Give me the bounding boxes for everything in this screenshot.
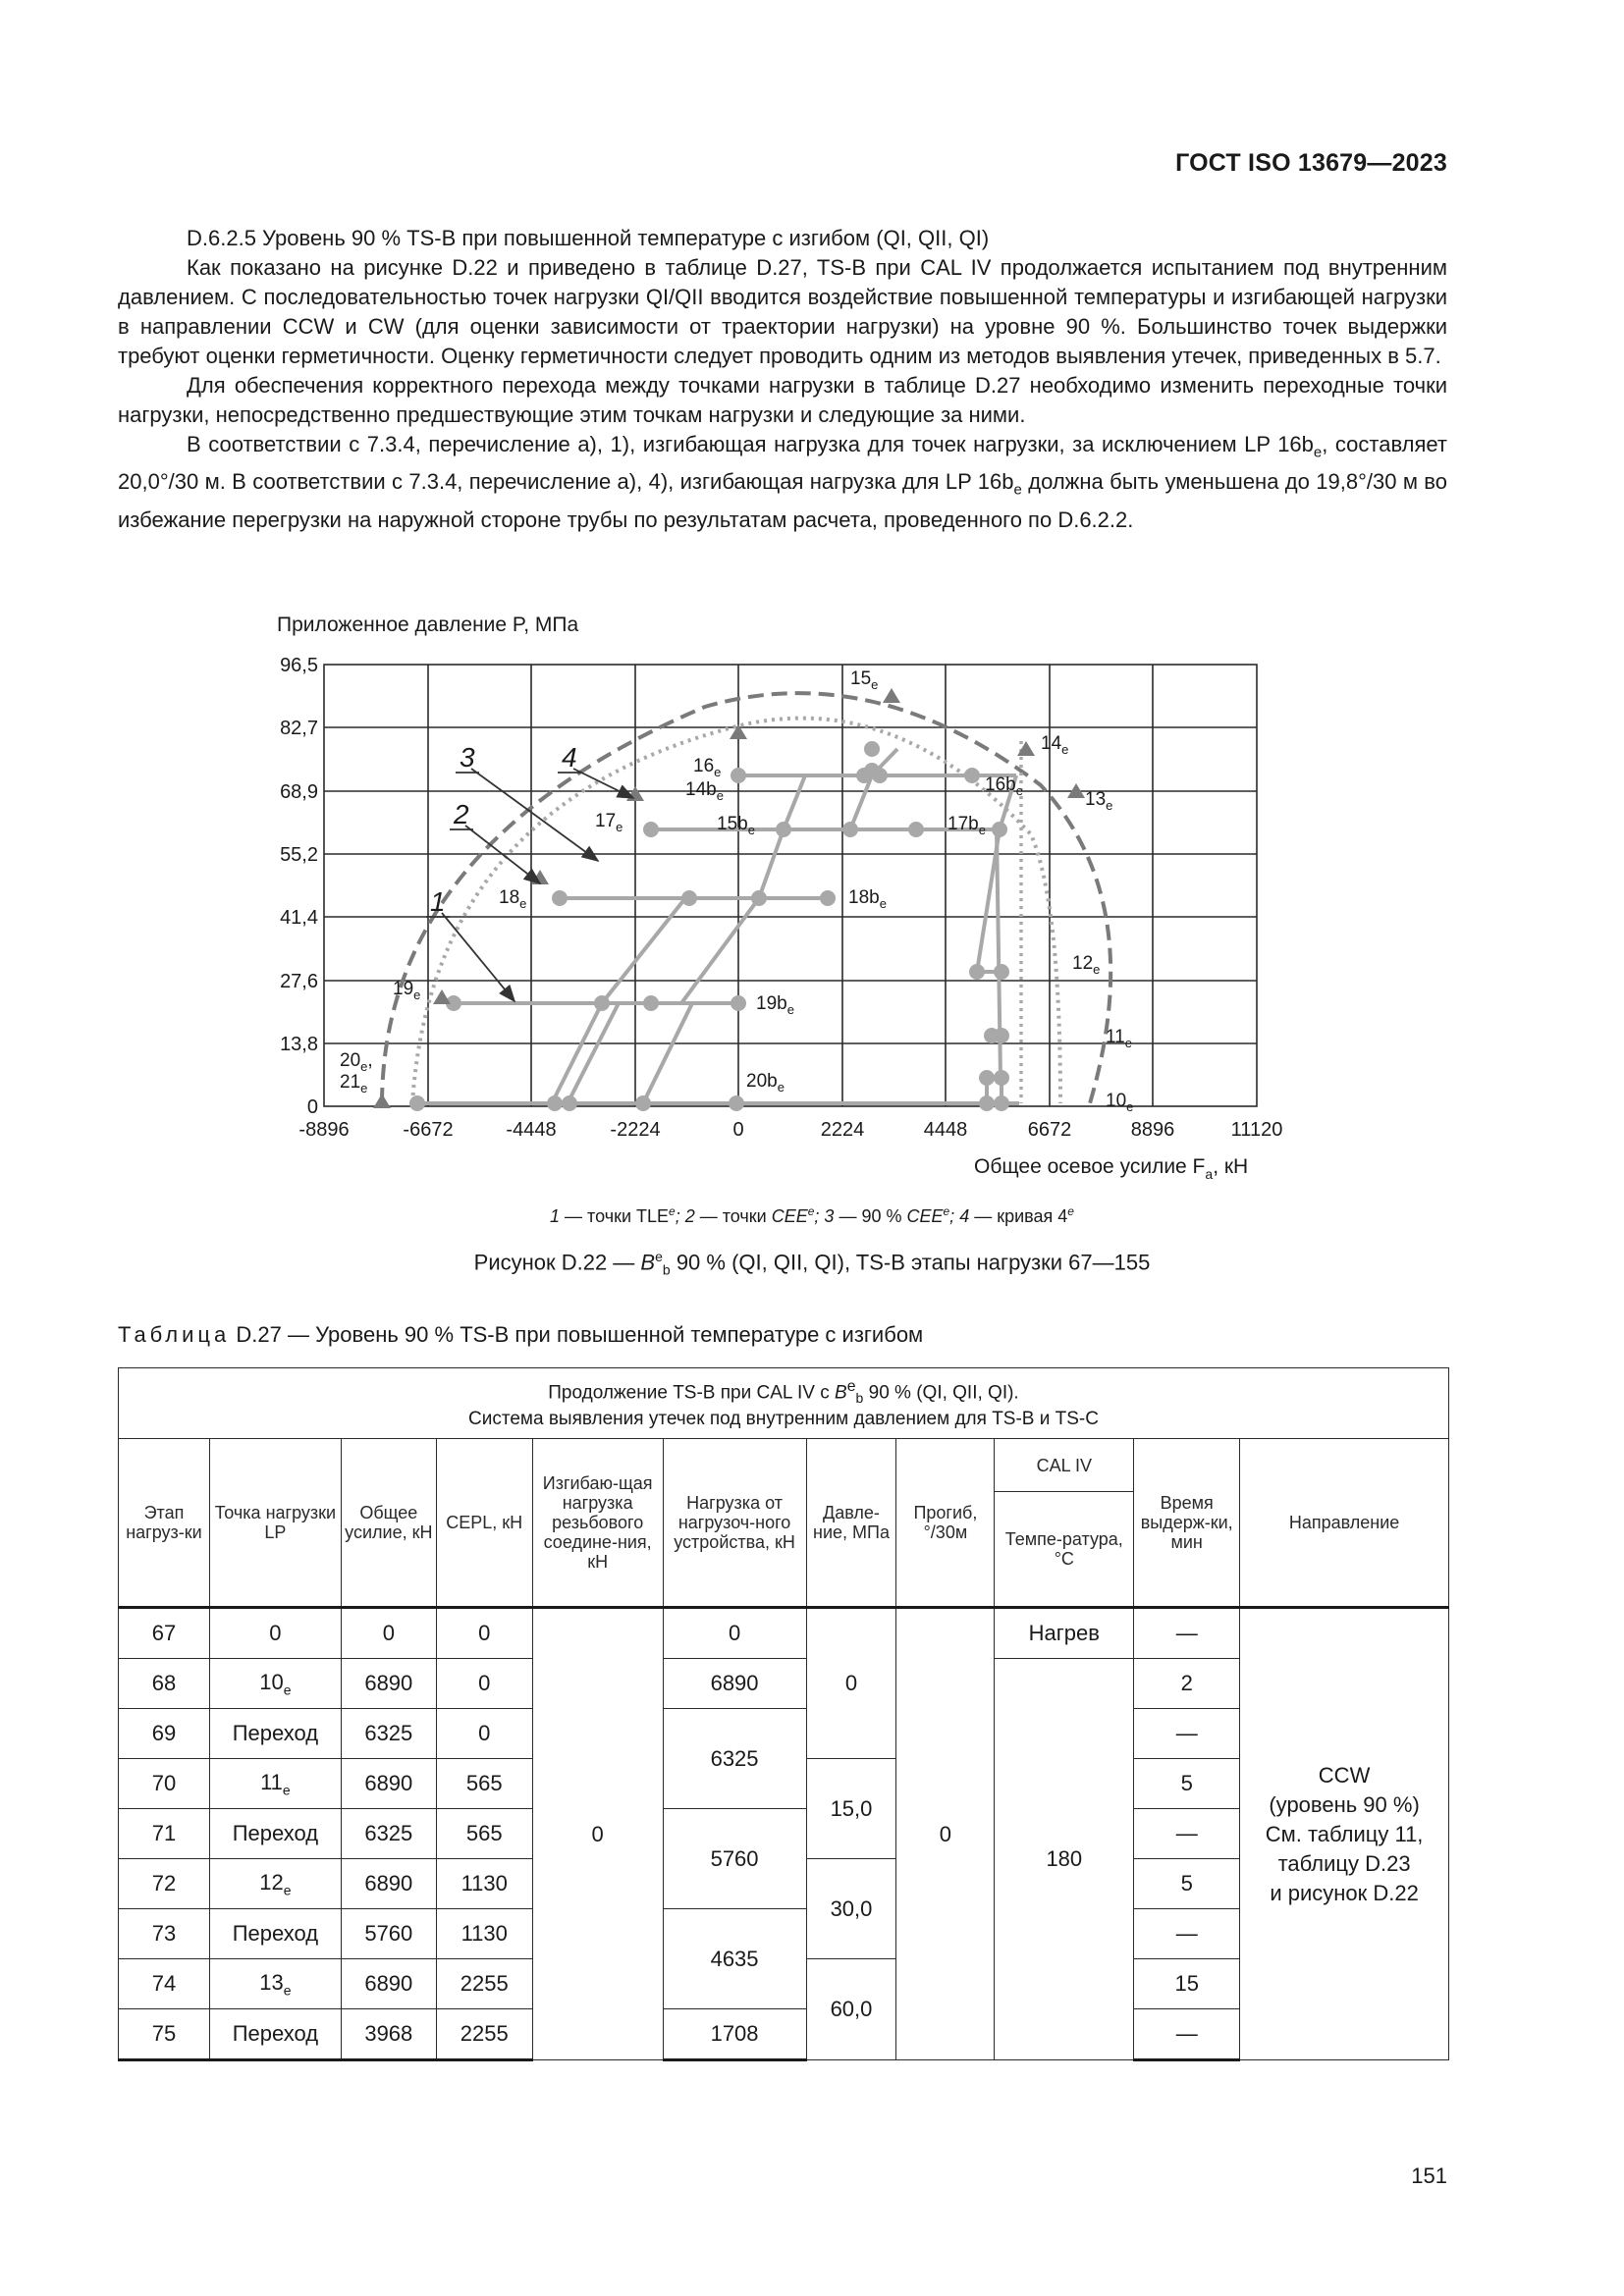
- label-15be: $15b_e$: [717, 814, 755, 837]
- callout-4: 4: [562, 742, 577, 773]
- label-18e: $18_e$: [499, 887, 527, 911]
- col-header-cal: CAL IV: [995, 1439, 1134, 1492]
- label-21e: $21_e$: [340, 1072, 368, 1095]
- table-row: 72 $12_e$ 6890 1130 30,0 5: [119, 1859, 1449, 1909]
- y-tick-label: 82,7: [280, 718, 318, 739]
- label-20e-21e: $20_e$,: [340, 1050, 373, 1074]
- table-row: 68 $10_e$ 6890 0 6890 180 2: [119, 1659, 1449, 1709]
- x-tick-label: -6672: [403, 1119, 454, 1141]
- table-row: 70 $11_e$ 6890 565 15,0 5: [119, 1759, 1449, 1809]
- x-tick-label: -2224: [610, 1119, 661, 1141]
- y-tick-label: 0: [306, 1096, 318, 1118]
- x-axis-title-sub: a: [1205, 1166, 1214, 1182]
- x-tick-label: -8896: [298, 1119, 350, 1141]
- col-header-bending: Изгибаю-щая нагрузка резьбового соедине-ния, кН: [532, 1439, 663, 1608]
- label-14e: $14_e$: [1041, 733, 1069, 757]
- figure-caption: Рисунок D.22 — $B^e_b$ 90 % (QI, QII, QI), TS-B этапы нагрузки 67—155: [473, 1249, 1151, 1278]
- x-tick-label: 0: [732, 1119, 744, 1141]
- label-17e: $17_e$: [595, 811, 623, 834]
- col-header-point: Точка нагрузки LP: [209, 1439, 341, 1608]
- x-tick-labels: [298, 1119, 1282, 1141]
- x-axis-title: [974, 1155, 1248, 1182]
- col-header-stage: Этап нагруз-ки: [119, 1439, 210, 1608]
- y-tick-label: 41,4: [280, 907, 318, 929]
- table-row: 67 0 0 0 0 0 0 0 Нагрев — CCW (уровень 90 %) См. таблицу 11, таблицу D.23 и рисунок D.22: [119, 1608, 1449, 1659]
- y-tick-label: 13,8: [280, 1034, 318, 1055]
- paragraph-section-title: D.6.2.5 Уровень 90 % TS-B при повышенной температуре с изгибом (QI, QII, QI): [187, 226, 990, 250]
- paragraph-3-part-c: должна быть уменьшена до 19,8°/30 м во избежание перегрузки на наружной стороне трубы по результатам расчета, проведенного по D.6.2.2.: [118, 469, 1447, 532]
- table-row: 73 Переход 5760 1130 4635 —: [119, 1909, 1449, 1959]
- label-14be: $14b_e$: [685, 779, 724, 803]
- table-row: 71 Переход 6325 565 5760 —: [119, 1809, 1449, 1859]
- y-tick-label: 68,9: [280, 781, 318, 803]
- callout-2: 2: [454, 799, 469, 829]
- callout-1: 1: [430, 886, 446, 917]
- temp-merged-cell: 180: [995, 1659, 1134, 2060]
- document-header: ГОСТ ISO 13679—2023: [1175, 149, 1447, 177]
- x-tick-label: 4448: [923, 1119, 968, 1141]
- callout-3: 3: [460, 742, 475, 773]
- x-tick-label: 11120: [1230, 1119, 1283, 1141]
- label-15e: $15_e$: [850, 668, 879, 692]
- body-text: [118, 224, 1447, 535]
- subscript-e: e: [1013, 481, 1022, 499]
- x-tick-label: 6672: [1027, 1119, 1072, 1141]
- direction-merged-cell: CCW (уровень 90 %) См. таблицу 11, таблицу D.23 и рисунок D.22: [1240, 1608, 1449, 2060]
- y-tick-label: 96,5: [280, 655, 318, 676]
- x-tick-label: 8896: [1130, 1119, 1175, 1141]
- label-16e: $16_e$: [693, 756, 722, 779]
- x-axis-title-main: Общее осевое усилие F: [974, 1155, 1206, 1178]
- paragraph-3-part-b: , составляет 20,0°/30 м. В соответствии с 7.3.4, перечисление а), 4), изгибающая нагрузка для LP 16b: [118, 432, 1447, 495]
- label-13e: $13_e$: [1085, 789, 1113, 813]
- x-tick-label: -4448: [506, 1119, 557, 1141]
- y-tick-label: 55,2: [280, 844, 318, 866]
- y-tick-labels: [280, 655, 318, 1118]
- pressure-cell: 0: [806, 1608, 896, 1759]
- y-tick-label: 27,6: [280, 971, 318, 992]
- label-19be: $19b_e$: [756, 993, 794, 1017]
- deflection-merged-cell: 0: [896, 1608, 995, 2060]
- col-header-total: Общее усилие, кН: [341, 1439, 436, 1608]
- col-header-direction: Направление: [1240, 1439, 1449, 1608]
- subscript-e: e: [1313, 444, 1323, 461]
- label-10e: $10_e$: [1106, 1091, 1134, 1114]
- table-row: 74 $13_e$ 6890 2255 60,0 15: [119, 1959, 1449, 2009]
- col-header-temp: Темпе-ратура, °С: [995, 1492, 1134, 1608]
- table-title: Таблица D.27 — Уровень 90 % TS-B при повышенной температуре с изгибом: [118, 1322, 924, 1347]
- label-18be: $18b_e$: [848, 887, 887, 911]
- label-19e: $19_e$: [393, 979, 421, 1002]
- figure-d22-chart: [277, 609, 1345, 1182]
- col-header-device: Нагрузка от нагрузоч-ного устройства, кН: [663, 1439, 806, 1608]
- paragraph-1: Как показано на рисунке D.22 и приведено в таблице D.27, TS-B при CAL IV продолжается испытанием под внутренним давлением. С последовательностью точек нагрузки QI/QII вводится воздействие повышенной температуры и изгибающей нагрузки в направлении CCW и CW (для оценки зависимости от траектории нагрузки) на уровне 90 %. Большинство точек выдержки требуют оценки герметичности. Оценку герметичности следует проводить одним из методов выявления утечек, приведенных в 5.7.: [118, 255, 1447, 368]
- x-axis-title-unit: , кН: [1213, 1155, 1249, 1178]
- label-11e: $11_e$: [1106, 1027, 1132, 1050]
- label-16be: $16b_e$: [985, 774, 1023, 798]
- label-12e: $12_e$: [1072, 953, 1101, 977]
- paragraph-3: [118, 430, 1447, 535]
- table-row: 69 Переход 6325 0 6325 —: [119, 1709, 1449, 1759]
- col-header-cepl: CEPL, кН: [436, 1439, 532, 1608]
- label-17be: $17b_e$: [947, 814, 986, 837]
- data-table-d27: [118, 1367, 1449, 2061]
- pressure-cell: 15,0: [806, 1759, 896, 1859]
- page-number: 151: [1411, 2163, 1447, 2188]
- paragraph-2: Для обеспечения корректного перехода между точками нагрузки в таблице D.27 необходимо изменить переходные точки нагрузки, непосредственно предшествующие этим точкам нагрузки и следующие за ними.: [118, 373, 1447, 427]
- paragraph-3-part-a: В соответствии с 7.3.4, перечисление а), 1), изгибающая нагрузка для точек нагрузки, за исключением LP 16b: [187, 432, 1314, 456]
- pressure-cell: 30,0: [806, 1859, 896, 1959]
- col-header-deflection: Прогиб, °/30м: [896, 1439, 995, 1608]
- pressure-cell: 60,0: [806, 1959, 896, 2060]
- col-header-pressure: Давле-ние, МПа: [806, 1439, 896, 1608]
- figure-legend: 1 — точки TLE$^e$; 2 — точки CEE$^e$; 3 — 90 % CEE$^e$; 4 — кривая 4e: [550, 1204, 1074, 1226]
- y-axis-title: Приложенное давление P, МПа: [277, 614, 579, 636]
- bending-merged-cell: 0: [532, 1608, 663, 2060]
- table-row: 75 Переход 3968 2255 1708 —: [119, 2009, 1449, 2060]
- table-caption-row: Продолжение TS-B при CAL IV с $B^e_b$ 90 % (QI, QII, QI). Система выявления утечек под внутренним давлением для TS-B и TS-C: [119, 1368, 1449, 1439]
- col-header-time: Время выдерж-ки, мин: [1134, 1439, 1240, 1608]
- label-20be: $20b_e$: [746, 1071, 785, 1095]
- x-tick-label: 2224: [820, 1119, 865, 1141]
